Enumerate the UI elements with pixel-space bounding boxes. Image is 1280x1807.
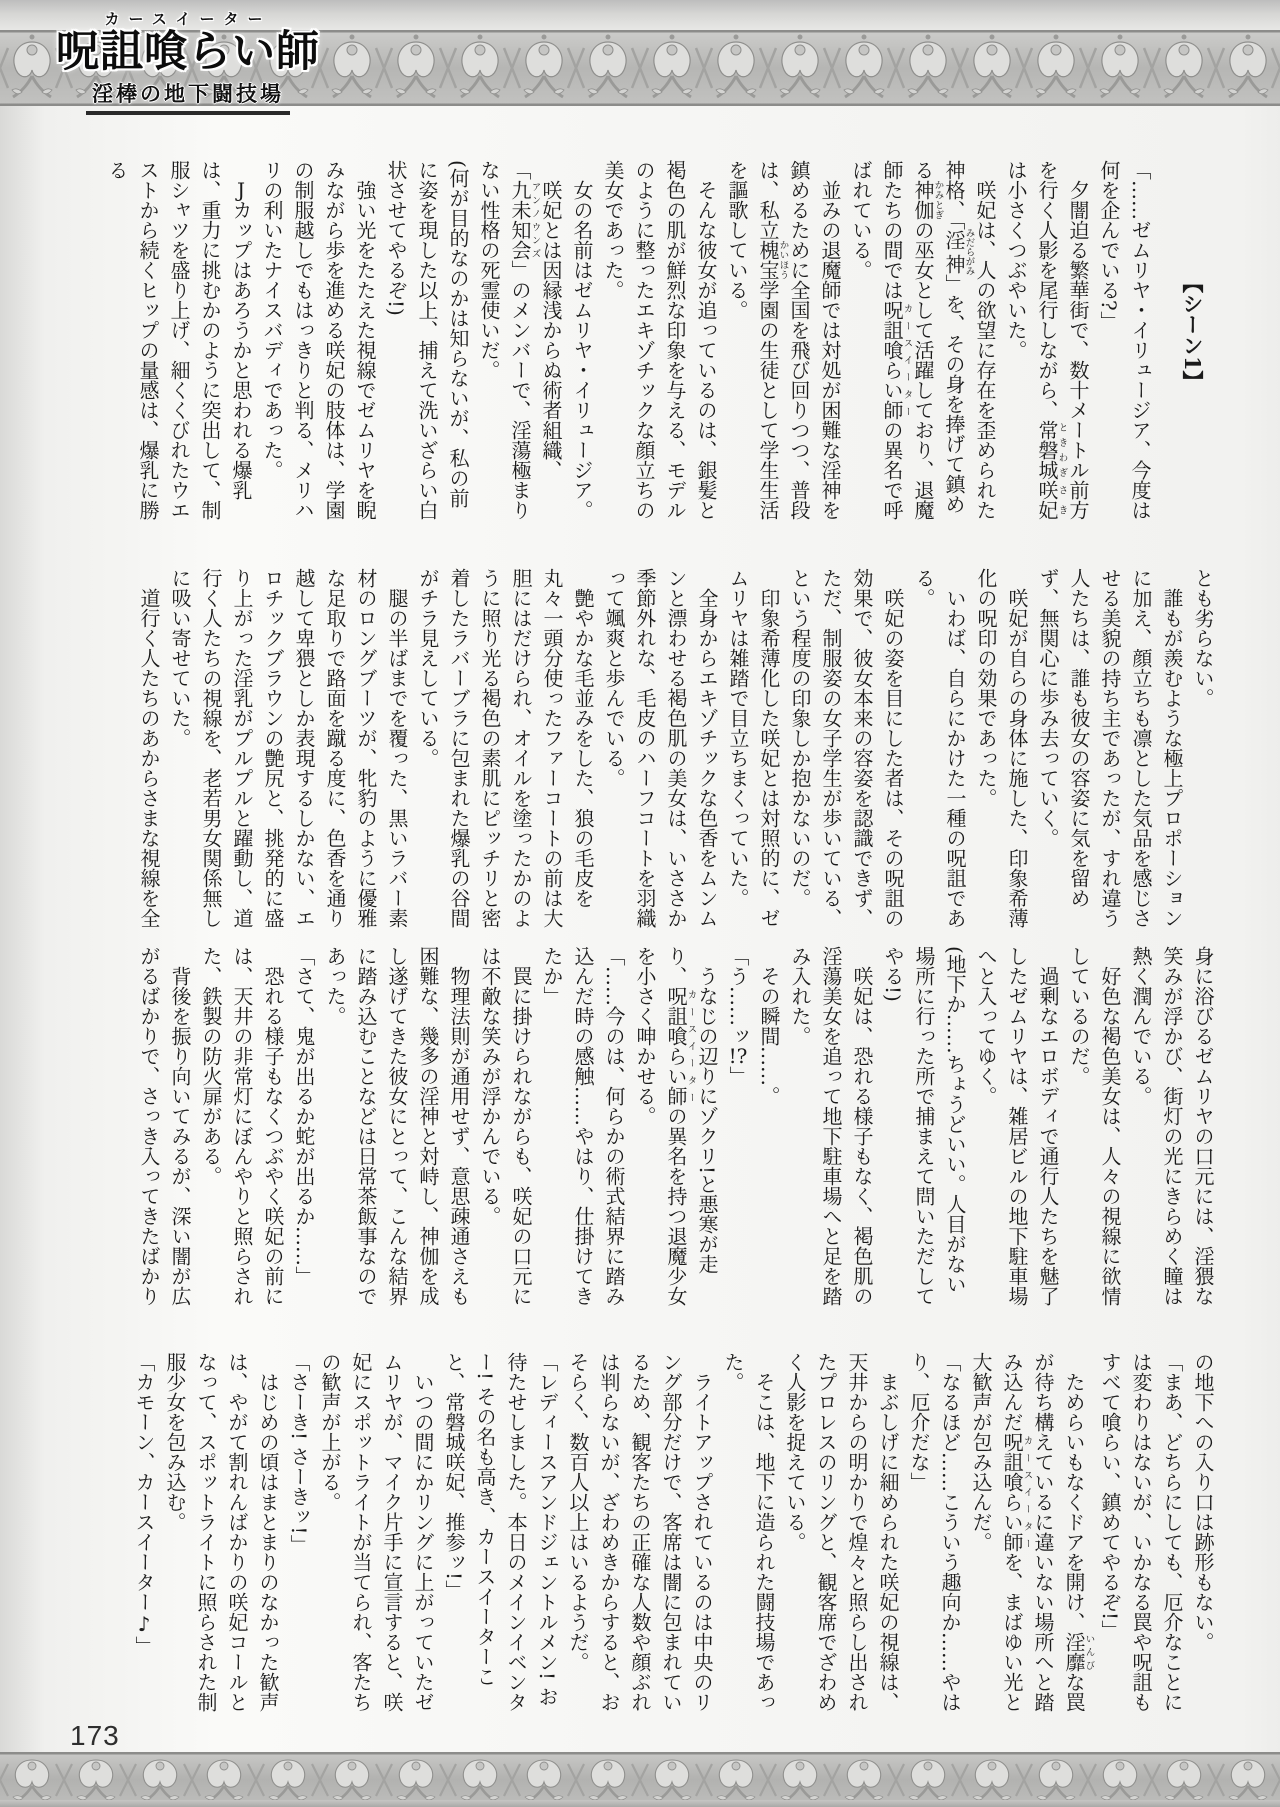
paragraph: 背後を振り向いてみるが、深い闇が広がるばかりで、さっき入ってきたばかり: [137, 946, 192, 1306]
paragraph: 咲妃は、人の欲望に存在を歪められた神格、「淫神みだらがみ」を、その身を捧げて鎮める神伽かみとぎの巫女として活躍しており、退魔師たちの間では呪詛喰らい師カースイーターの異名で呼ばれている。: [849, 160, 997, 520]
text-band-3: [62, 946, 1218, 1312]
paragraph: ためらいもなくドアを開け、淫靡いんびな罠が待ち構えているに違いない場所へと踏み込んだ呪詛喰らい師カースイーターを、まばゆい光と大歓声が包み込んだ。: [969, 1352, 1095, 1712]
ruby-annotated-word: 呪詛喰らい師カースイーター: [880, 300, 913, 420]
ruby-annotated-word: 神伽かみとぎ: [911, 180, 944, 220]
paragraph: 過剰なエロボディで通行人たちを魅了したゼムリヤは、雑居ビルの地下駐車場へと入ってゆく。: [974, 946, 1060, 1306]
paragraph: 「カモーン、カースイーター♪」: [132, 1352, 156, 1656]
paragraph: 物理法則が通用せず、意思疎通さえも困難な、幾多の淫神と対峙し、神伽を成し遂げてきた彼女にとって、こんな結界に踏み込むことなどは日常茶飯事なのであった。: [323, 946, 471, 1306]
paragraph: 艶やかな毛並みをした、狼の毛皮を丸々一頭分使ったファーコートの前は大胆にはだけられ、オイルを塗ったかのように照り光る褐色の素肌にピッチリと密着したラバーブラに包まれた爆乳の谷間がチラ見えしている。: [416, 568, 595, 928]
paragraph: 「なるほど……こういう趣向か……やはり、厄介だな」: [907, 1352, 962, 1712]
paragraph: 夕闇迫る繁華街で、数十メートル前方を行く人影を尾行しながら、常磐城ときわぎ咲妃さきは小さくつぶやいた。: [1004, 160, 1090, 520]
paragraph: 腿の半ばまでを覆った、黒いラバー素材のロングブーツが、牝豹のように優雅な足取りで路面を蹴る度に、色香を通り越して卑猥としか表現するしかない、エロチックブラウンの艶尻と、挑発的に盛り上がった淫乳がプルプルと躍動し、道行く人たちの視線を、老若男女関係無しに吸い寄せていた。: [168, 568, 409, 928]
ruby-annotated-word: 九未知会アンノウンズ: [508, 180, 541, 260]
paragraph: 並みの退魔師では対処が困難な淫神を鎮めるために全国を飛び回りつつ、普段は、私立槐宝かいほう学園の生徒として学生生活を謳歌している。: [725, 160, 842, 520]
paragraph: 女の名前はゼムリヤ・イリュージア。: [570, 180, 594, 520]
paragraph: 恐れる様子もなくつぶやく咲妃の前には、天井の非常灯にぼんやりと照らされた、鉄製の防火扉がある。: [199, 946, 285, 1306]
paragraph: そこは、地下に造られた闘技場であった。: [721, 1352, 776, 1712]
paragraph: そんな彼女が追っているのは、銀髪と褐色の肌が鮮烈な印象を与える、モデルのように整ったエキゾチックな顔立ちの美女であった。: [601, 160, 718, 520]
paragraph: 「……ゼムリヤ・イリュージア、今度は何を企んでいる?」: [1097, 160, 1152, 520]
page-number: 173: [70, 1720, 120, 1751]
paragraph: いつの間にかリングに上がっていたゼムリヤが、マイク片手に宣言すると、咲妃にスポットライトが当てられ、客たちの歓声が上がる。: [318, 1352, 435, 1712]
text-band-1: [62, 160, 1218, 526]
paragraph: とも劣らない。: [1191, 568, 1215, 708]
paragraph: 身に浴びるゼムリヤの口元には、淫猥な笑みが浮かび、街灯の光にきらめく瞳は熱く潤んでいる。: [1129, 946, 1215, 1306]
paragraph: の地下への入り口は跡形もない。: [1191, 1352, 1215, 1652]
paragraph: 印象希薄化した咲妃とは対照的に、ゼムリヤは雑踏で目立ちまくっていた。: [726, 568, 781, 928]
ornamental-border-bottom: [0, 1752, 1280, 1807]
chapter-subtitle: 淫棒の地下闘技場: [86, 78, 290, 115]
paragraph: はじめの頃はまとまりのなかった歓声は、やがて割れんばかりの咲妃コールとなって、スポットライトに照らされた制服少女を包み込む。: [163, 1352, 280, 1712]
paragraph: 咲妃は、恐れる様子もなく、褐色肌の淫蕩美女を追って地下駐車場へと足を踏み入れた。: [788, 946, 874, 1306]
paragraph: Jカップはあろうかと思われる爆乳は、重力に挑むかのように突出して、制服シャツを盛り上げ、細くくびれたウエストから続くヒップの量感は、爆乳に勝る: [105, 160, 253, 520]
ruby-annotated-word: 呪詛喰らい師カースイーター: [1000, 1432, 1033, 1552]
paragraph: (何が目的なのかは知らないが、私の前に姿を現した以上、捕えて洗いざらい白状させてやるぞ!): [384, 160, 470, 520]
paragraph: 「さーき! さーきッ!」: [287, 1352, 311, 1555]
paragraph: 誰もが羨むような極上プロポーションに加え、顔立ちも凛とした気品を感じさせる美貌の持ち主であったが、すれ違う人たちは、誰も彼女の容姿に気を留めず、無関心に歩み去っていく。: [1036, 568, 1184, 928]
paragraph: まぶしげに細められた咲妃の視線は、天井からの明かりで煌々と照らし出されたプロレスのリングと、観客席でざわめく人影を捉えている。: [783, 1352, 900, 1712]
paragraph: 罠に掛けられながらも、咲妃の口元には不敵な笑みが浮かんでいる。: [478, 946, 533, 1306]
ruby-annotated-word: 淫神みだらがみ: [942, 228, 975, 276]
tate-chu-yoko: J: [236, 180, 246, 200]
paragraph: ライトアップされているのは中央のリング部分だけで、客席は闇に包まれているため、観客たちの正確な人数や顔ぶれは判らないが、ざわめきからすると、おそらく、数百人以上はいるようだ。: [566, 1352, 714, 1712]
scene-heading: 【シーン1】: [1180, 272, 1205, 392]
ruby-annotated-word: 淫靡いんび: [1062, 1632, 1095, 1672]
paragraph: 「レディースアンドジェントルメン! お待たせしました。本日のメインイベンター! その名も高き、カースイーターこと、常磐城咲妃、推参ッ!」: [442, 1352, 559, 1712]
text-band-2: [62, 568, 1218, 934]
ruby-annotated-word: 常磐城ときわぎ: [1035, 420, 1068, 480]
text-band-4: [62, 1352, 1218, 1718]
paragraph: 好色な褐色美女は、人々の視線に欲情しているのだ。: [1067, 946, 1122, 1306]
paragraph: 「う……ッ!?」: [726, 946, 750, 1086]
paragraph: うなじの辺りにゾクリ!と悪寒が走り、呪詛喰らい師カースイーターの異名を持つ退魔少女を小さく呻かせる。: [633, 946, 719, 1306]
ruby-annotated-word: 呪詛喰らい師カースイーター: [664, 986, 697, 1106]
paragraph: 咲妃の姿を目にした者は、その呪詛の効果で、彼女本来の容姿を認識できず、ただ、制服姿の女子学生が歩いている、という程度の印象しか抱かないのだ。: [788, 568, 905, 928]
paragraph: 「……今のは、何らかの術式結界に踏み込んだ時の感触……やはり、仕掛けてきたか」: [540, 946, 626, 1306]
paragraph: 「さて、鬼が出るか蛇が出るか……」: [292, 946, 316, 1286]
paragraph: 咲妃が自らの身体に施した、印象希薄化の呪印の効果であった。: [974, 568, 1029, 928]
page-title: 呪詛喰らい師: [56, 27, 320, 77]
paragraph: 道行く人たちのあからさまな視線を全: [137, 588, 161, 928]
paragraph: その瞬間……。: [757, 966, 781, 1106]
page-bottom-shading: [0, 1800, 1280, 1807]
chapter-title-block: [48, 8, 328, 115]
tate-chu-yoko: !?: [728, 1046, 748, 1066]
paragraph: 咲妃とは因縁浅からぬ術者組織、「九未知会アンノウンズ」のメンバーで、淫蕩極まりない性格の死霊使いだ。: [477, 160, 563, 520]
ruby-annotated-word: 咲妃さき: [1035, 480, 1068, 520]
paragraph: 全身からエキゾチックな色香をムンムンと漂わせる褐色肌の美女は、いささか季節外れな、毛皮のハーフコートを羽織って颯爽と歩んでいる。: [602, 568, 719, 928]
paragraph: いわば、自らにかけた一種の呪詛である。: [912, 568, 967, 928]
paragraph: (地下か……ちょうどいい。人目がない場所に行った所で捕まえて問いただしてやる!): [881, 946, 967, 1306]
title-furigana: カースイーター: [104, 10, 272, 28]
ruby-annotated-word: 槐宝かいほう: [756, 240, 789, 280]
paragraph: 「まあ、どちらにしても、厄介なことには変わりはないが、いかなる罠や呪詛もすべて喰らい、鎮めてやるぞ!」: [1098, 1352, 1184, 1712]
paragraph: 強い光をたたえた視線でゼムリヤを睨みながら歩を進める咲妃の肢体は、学園の制服越しでもはっきりと判る、メリハリの利いたナイスバディであった。: [260, 160, 377, 520]
